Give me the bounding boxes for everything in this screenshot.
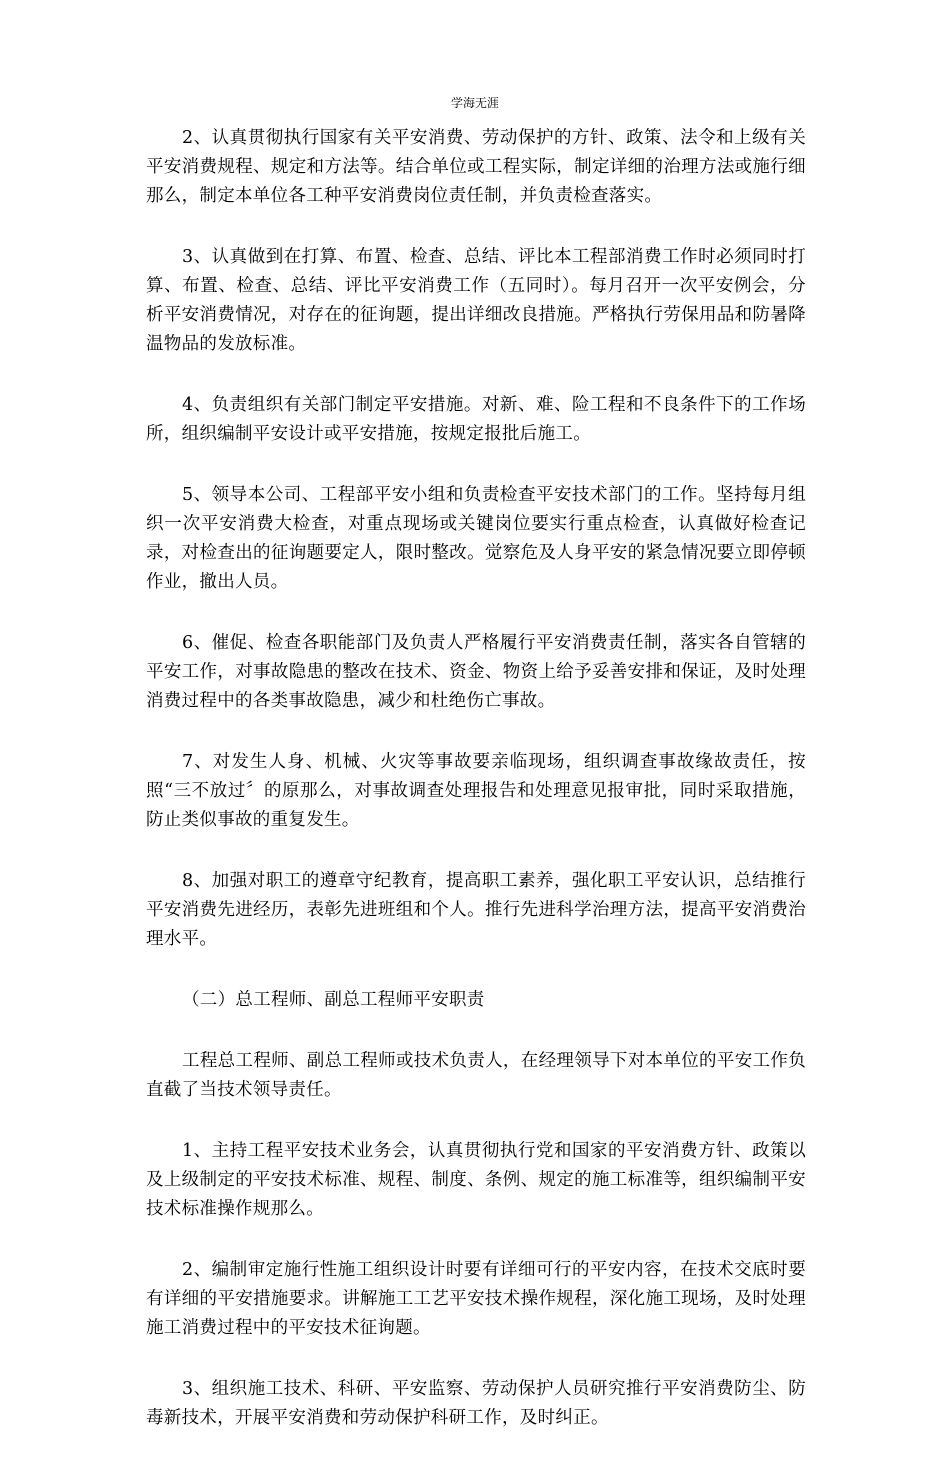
paragraph-item-2: 2、认真贯彻执行国家有关平安消费、劳动保护的方针、政策、法令和上级有关平安消费规程、规定和方法等。结合单位或工程实际，制定详细的治理方法或施行细那么，制定本单位各工种平安消费岗位责任制，并负责检查落实。 — [146, 128, 806, 206]
paragraph-item-7: 7、对发生人身、机械、火灾等事故要亲临现场，组织调查事故缘故责任，按照“三不放过〞的原那么，对事故调查处理报告和处理意见报审批，同时采取措施，防止类似事故的重复发生。 — [146, 752, 806, 830]
section-intro: 工程总工程师、副总工程师或技术负责人，在经理领导下对本单位的平安工作负直截了当技术领导责任。 — [146, 1051, 806, 1100]
paragraph-item-8: 8、加强对职工的遵章守纪教育，提高职工素养，强化职工平安认识，总结推行平安消费先进经历，表彰先进班组和个人。推行先进科学治理方法，提高平安消费治理水平。 — [146, 871, 806, 949]
paragraph-item-5: 5、领导本公司、工程部平安小组和负责检查平安技术部门的工作。坚持每月组织一次平安消费大检查，对重点现场或关键岗位要实行重点检查，认真做好检查记录，对检查出的征询题要定人，限时整改。觉察危及人身平安的紧急情况要立即停顿作业，撤出人员。 — [146, 485, 806, 592]
paragraph-item-6: 6、催促、检查各职能部门及负责人严格履行平安消费责任制，落实各自管辖的平安工作，对事故隐患的整改在技术、资金、物资上给予妥善安排和保证，及时处理消费过程中的各类事故隐患，减少和杜绝伤亡事故。 — [146, 633, 806, 711]
page-header: 学海无涯 — [450, 96, 499, 110]
document-body — [146, 124, 806, 1465]
paragraph-item-2b: 2、编制审定施行性施工组织设计时要有详细可行的平安内容，在技术交底时要有详细的平安措施要求。讲解施工工艺平安技术操作规程，深化施工现场，及时处理施工消费过程中的平安技术征询题。 — [146, 1260, 806, 1338]
paragraph-item-1b: 1、主持工程平安技术业务会，认真贯彻执行党和国家的平安消费方针、政策以及上级制定的平安技术标准、规程、制度、条例、规定的施工标准等，组织编制平安技术标准操作规那么。 — [146, 1141, 806, 1219]
section-heading: （二）总工程师、副总工程师平安职责 — [182, 990, 485, 1010]
paragraph-item-3b: 3、组织施工技术、科研、平安监察、劳动保护人员研究推行平安消费防尘、防毒新技术，开展平安消费和劳动保护科研工作，及时纠正。 — [146, 1379, 806, 1428]
paragraph-item-3: 3、认真做到在打算、布置、检查、总结、评比本工程部消费工作时必须同时打算、布置、检查、总结、评比平安消费工作（五同时）。每月召开一次平安例会，分析平安消费情况，对存在的征询题，提出详细改良措施。严格执行劳保用品和防暑降温物品的发放标准。 — [146, 247, 806, 354]
paragraph-item-4: 4、负责组织有关部门制定平安措施。对新、难、险工程和不良条件下的工作场所，组织编制平安设计或平安措施，按规定报批后施工。 — [146, 395, 806, 444]
